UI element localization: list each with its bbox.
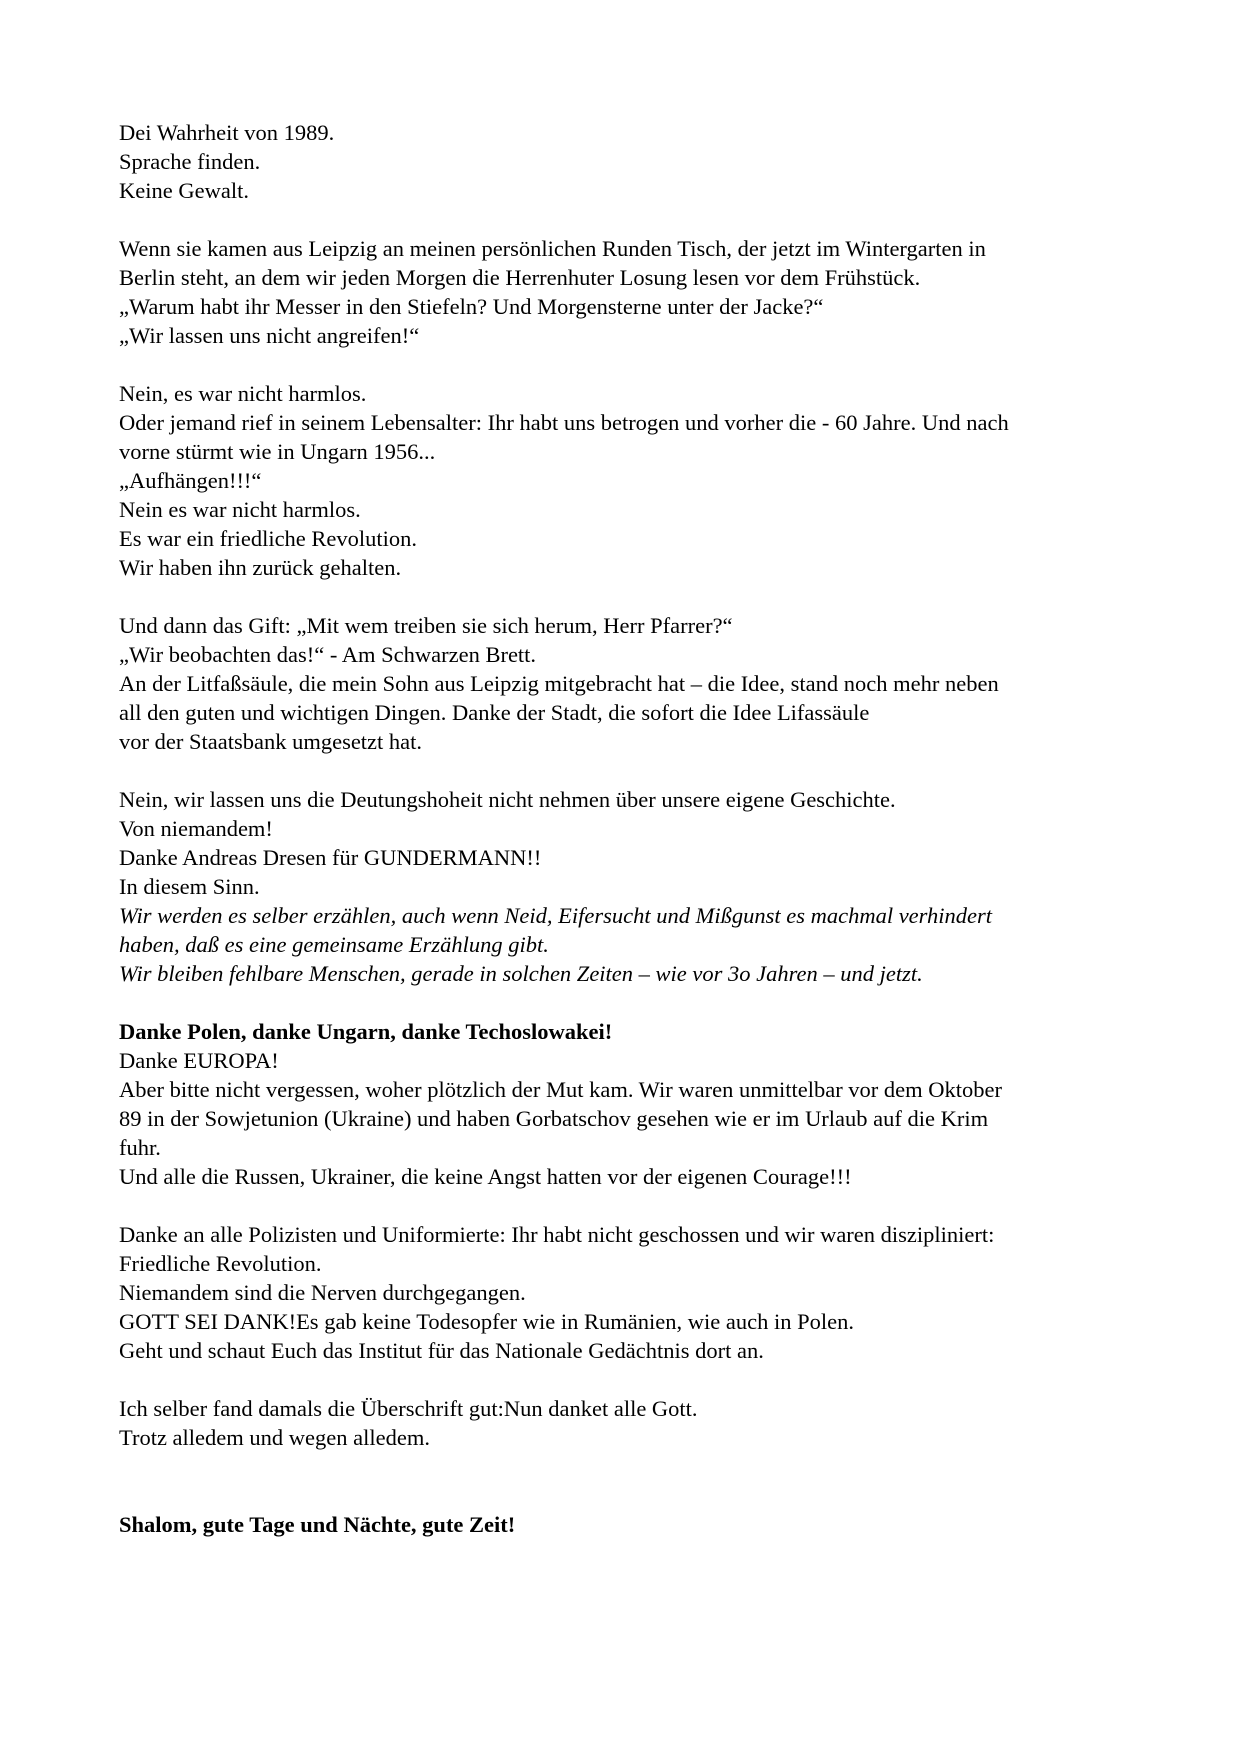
text-line: In diesem Sinn.: [119, 874, 260, 899]
text-line: haben, daß es eine gemeinsame Erzählung gibt.: [119, 932, 549, 957]
text-line: all den guten und wichtigen Dingen. Danke der Stadt, die sofort die Idee Lifassäule: [119, 700, 870, 725]
text-line: Berlin steht, an dem wir jeden Morgen die Herrenhuter Losung lesen vor dem Frühstück.: [119, 265, 921, 290]
text-line: Keine Gewalt.: [119, 178, 249, 203]
text-line: Sprache finden.: [119, 149, 261, 174]
paragraph: [119, 379, 1129, 582]
text-line: Nein es war nicht harmlos.: [119, 497, 361, 522]
text-line: Danke EUROPA!: [119, 1048, 279, 1073]
text-line: Dei Wahrheit von 1989.: [119, 120, 335, 145]
text-line: Und alle die Russen, Ukrainer, die keine Angst hatten vor der eigenen Courage!!!: [119, 1164, 852, 1189]
paragraph-list: [119, 118, 1129, 1452]
paragraph: [119, 785, 1129, 988]
text-line: Es war ein friedliche Revolution.: [119, 526, 418, 551]
text-line: Danke Polen, danke Ungarn, danke Techoslowakei!: [119, 1019, 613, 1044]
text-line: Aber bitte nicht vergessen, woher plötzlich der Mut kam. Wir waren unmittelbar vor dem Oktober: [119, 1077, 1003, 1102]
paragraph: [119, 118, 1129, 205]
text-line: Danke an alle Polizisten und Uniformierte: Ihr habt nicht geschossen und wir waren diszipliniert:: [119, 1222, 995, 1247]
paragraph: [119, 611, 1129, 756]
text-line: 89 in der Sowjetunion (Ukraine) und haben Gorbatschov gesehen wie er im Urlaub auf die Krim: [119, 1106, 989, 1131]
text-line: Wir haben ihn zurück gehalten.: [119, 555, 402, 580]
text-line: Trotz alledem und wegen alledem.: [119, 1425, 430, 1450]
text-line: Wir werden es selber erzählen, auch wenn Neid, Eifersucht und Mißgunst es machmal verhindert: [119, 903, 993, 928]
paragraph: [119, 1017, 1129, 1191]
document-body: [119, 118, 1129, 1568]
text-line: „Warum habt ihr Messer in den Stiefeln? Und Morgensterne unter der Jacke?“: [119, 294, 824, 319]
text-line: „Aufhängen!!!“: [119, 468, 262, 493]
text-line: „Wir beobachten das!“ - Am Schwarzen Brett.: [119, 642, 537, 667]
text-line: Wenn sie kamen aus Leipzig an meinen persönlichen Runden Tisch, der jetzt im Wintergarten in: [119, 236, 986, 261]
text-line: Nein, es war nicht harmlos.: [119, 381, 367, 406]
spacer: [119, 1481, 1129, 1510]
text-line: Danke Andreas Dresen für GUNDERMANN!!: [119, 845, 542, 870]
text-line: GOTT SEI DANK!Es gab keine Todesopfer wie in Rumänien, wie auch in Polen.: [119, 1309, 854, 1334]
paragraph: [119, 234, 1129, 350]
text-line: An der Litfaßsäule, die mein Sohn aus Leipzig mitgebracht hat – die Idee, stand noch mehr neben: [119, 671, 999, 696]
text-line: fuhr.: [119, 1135, 161, 1160]
closing-line: Shalom, gute Tage und Nächte, gute Zeit!: [119, 1512, 516, 1537]
text-line: Niemandem sind die Nerven durchgegangen.: [119, 1280, 526, 1305]
text-line: Wir bleiben fehlbare Menschen, gerade in solchen Zeiten – wie vor 3o Jahren – und jetzt.: [119, 961, 923, 986]
text-line: Von niemandem!: [119, 816, 273, 841]
text-line: Geht und schaut Euch das Institut für das Nationale Gedächtnis dort an.: [119, 1338, 764, 1363]
text-line: „Wir lassen uns nicht angreifen!“: [119, 323, 420, 348]
text-line: vorne stürmt wie in Ungarn 1956...: [119, 439, 436, 464]
text-line: Friedliche Revolution.: [119, 1251, 322, 1276]
text-line: Nein, wir lassen uns die Deutungshoheit nicht nehmen über unsere eigene Geschichte.: [119, 787, 896, 812]
text-line: vor der Staatsbank umgesetzt hat.: [119, 729, 423, 754]
text-line: Oder jemand rief in seinem Lebensalter: Ihr habt uns betrogen und vorher die - 60 Jahre. Und nach: [119, 410, 1009, 435]
paragraph: [119, 1220, 1129, 1365]
text-line: Ich selber fand damals die Überschrift gut:Nun danket alle Gott.: [119, 1396, 698, 1421]
paragraph: [119, 1394, 1129, 1452]
text-line: Und dann das Gift: „Mit wem treiben sie sich herum, Herr Pfarrer?“: [119, 613, 733, 638]
